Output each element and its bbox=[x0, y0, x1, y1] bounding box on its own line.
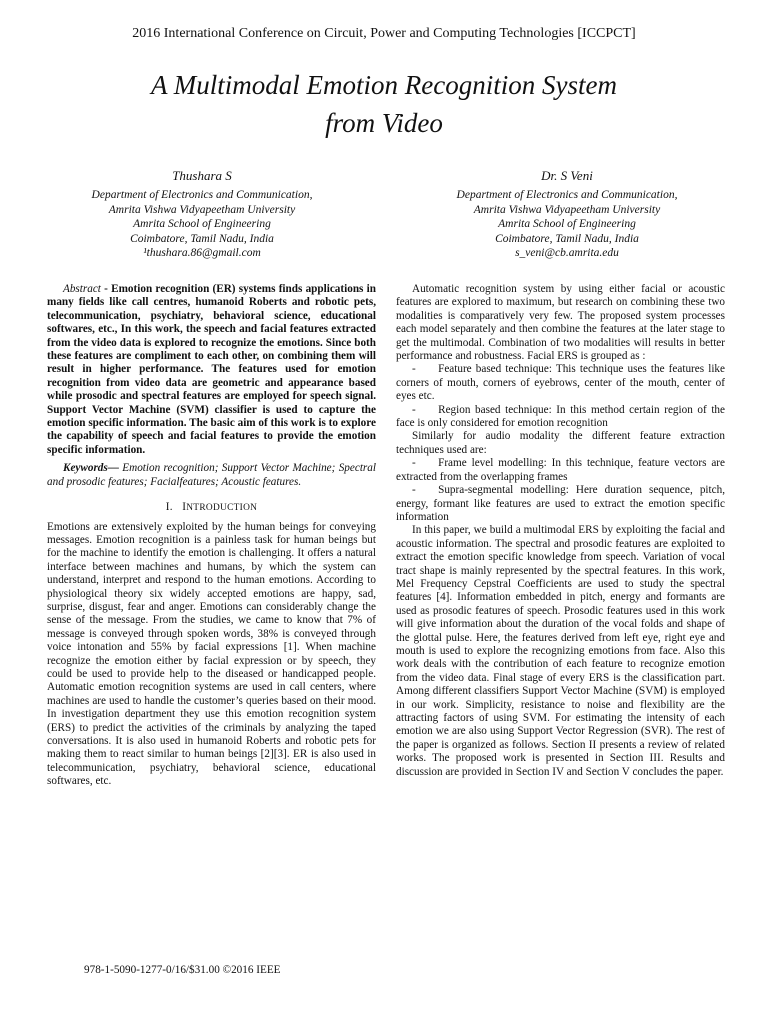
author-affiliation-line: Amrita Vishwa Vidyapeetham University bbox=[473, 203, 661, 216]
bullet-item: - Frame level modelling: In this technique, feature vectors are extracted from the overlapping frames bbox=[396, 457, 725, 483]
author-email: s_veni@cb.amrita.edu bbox=[515, 247, 619, 259]
author-name: Thushara S bbox=[172, 168, 232, 183]
author-affiliation-line: Coimbatore, Tamil Nadu, India bbox=[495, 232, 639, 245]
keywords-label: Keywords— bbox=[63, 462, 119, 475]
left-column bbox=[47, 283, 376, 789]
section-heading-introduction bbox=[47, 501, 376, 515]
author-name: Dr. S Veni bbox=[541, 168, 593, 183]
abstract bbox=[47, 283, 376, 457]
section-rest: NTRODUCTION bbox=[186, 503, 258, 514]
copyright-footer: 978-1-5090-1277-0/16/$31.00 ©2016 IEEE bbox=[84, 964, 281, 976]
introduction-paragraph: Emotions are extensively exploited by the human beings for conveying messages. Emotion recognition is a painless task for human beings but for the machine to identify the emotion is challenging. It offers a natural interface between machines and humans, by which the system can understand, interpret and respond to the human emotions. According to physiological theory six widely accepted emotions are happy, sad, surprise, disgust, fear and anger. Emotions can considerably change the sense of the message. From the studies, we came to know that 7% of message is conveyed through spoken words, 38% is conveyed through voice intonation and 55% by facial expressions [1]. When machine recognize the emotion either by facial expression or by speech, they could be used to provide help to the diseased or handicapped people. Automatic emotion recognition systems are used in call centers, where machines are used to handle the customer’s queries based on their mood. In investigation department they use this emotion recognition system (ERS) to predict the activities of the criminals by analyzing the taped conversations. It is also used in humanoid Roberts and robotic pets for making them to react similar to human beings [2][3]. ER is also used in telecommunication, psychiatry, behavioral science, educational softwares, etc. bbox=[47, 520, 376, 788]
title-line-2: from Video bbox=[325, 108, 443, 138]
title-line-1: A Multimodal Emotion Recognition System bbox=[151, 70, 617, 100]
author-affiliation-line: Amrita School of Engineering bbox=[133, 218, 271, 230]
author-affiliation-line: Amrita Vishwa Vidyapeetham University bbox=[108, 203, 296, 216]
bullet-item: - Region based technique: In this method certain region of the face is only considered for emotion recognition bbox=[396, 403, 725, 430]
abstract-label: Abstract bbox=[63, 283, 101, 295]
author-affiliation-line: Department of Electronics and Communication, bbox=[456, 189, 678, 201]
paper-title bbox=[84, 66, 684, 142]
author-email: ¹thushara.86@gmail.com bbox=[143, 247, 261, 259]
keywords-text: Emotion recognition; Support Vector Machine; Spectral and prosodic features; Facialfeatures; Acoustic features. bbox=[47, 462, 376, 488]
body-paragraph: In this paper, we build a multimodal ERS by exploiting the facial and acoustic information. The spectral and prosodic features are exploited to extract the emotion specific knowledge from speech. Variation of vocal tract shape is mainly represented by the spectral features. In this work, Mel Frequency Cepstral Coefficients are used to study the spectral features [4]. Information embedded in pitch, energy and formants are used as prosodic features of speech. Prosodic features used in this work will give information about the duration of the vocal folds and shape of the glottal pulse. Here, the features derived from left eye, right eye and mouth is used to explore the recognizing emotions from face. Also this work deals with the contribution of each feature to recognize emotion from the video data. Final stage of every ERS is the classification part. Among different classifiers Support Vector Machine (SVM) is employed in our work. Simplicity, resistance to noise and flexibility are the attracting factors of using SVM. For estimating the intensity of each emotion we are also using Support Vector Regression (SVR). The rest of the paper is organized as follows. Section II presents a review of related works. The proposed work is presented in Section III. Results and discussion are provided in Section IV and Section V concludes the paper. bbox=[396, 524, 725, 778]
author-block-1 bbox=[52, 168, 352, 261]
body-paragraph: Automatic recognition system by using either facial or acoustic features are explored to maximum, but research on combining these two modalities is comparatively very few. The proposed system processes each model separately and then combine the features at the later stage to get the multimodal. Combination of two modalities will results in better performance and robustness. Facial ERS is grouped as : bbox=[396, 283, 725, 363]
section-number: I. bbox=[165, 501, 173, 514]
section-first-letter: I bbox=[182, 501, 187, 514]
bullet-item: - Feature based technique: This technique uses the features like corners of mouth, corners of eyebrows, center of the mouth, center of eyes etc. bbox=[396, 363, 725, 403]
right-column bbox=[396, 283, 725, 779]
abstract-text: - Emotion recognition (ER) systems finds applications in many fields like call centres, humanoid Roberts and robotic pets, telecommunication, psychiatry, behavioral science, educational softwares, etc., In this work, the speech and facial features extracted from the video data is explored to recognize the emotions. Since both these features are compliment to each other, on combining them will result in higher performance. The features used for emotion recognition from video data are geometric and appearance based while prosodic and spectral features are employed for speech signal. Support Vector Machine (SVM) classifier is used to capture the emotion specific information. The basic aim of this work is to explore the capability of speech and facial features to provide the emotion specific information. bbox=[47, 283, 376, 456]
author-affiliation-line: Amrita School of Engineering bbox=[498, 218, 636, 230]
bullet-item: - Supra-segmental modelling: Here duration sequence, pitch, energy, formant like features are used to extract the emotion specific information bbox=[396, 484, 725, 523]
author-affiliation-line: Department of Electronics and Communication, bbox=[91, 189, 313, 201]
conference-header: 2016 International Conference on Circuit, Power and Computing Technologies [ICCPCT] bbox=[132, 26, 636, 41]
body-paragraph: Similarly for audio modality the different feature extraction techniques used are: bbox=[396, 430, 725, 456]
author-affiliation-line: Coimbatore, Tamil Nadu, India bbox=[130, 232, 274, 245]
keywords bbox=[47, 462, 376, 489]
author-block-2 bbox=[417, 168, 717, 261]
